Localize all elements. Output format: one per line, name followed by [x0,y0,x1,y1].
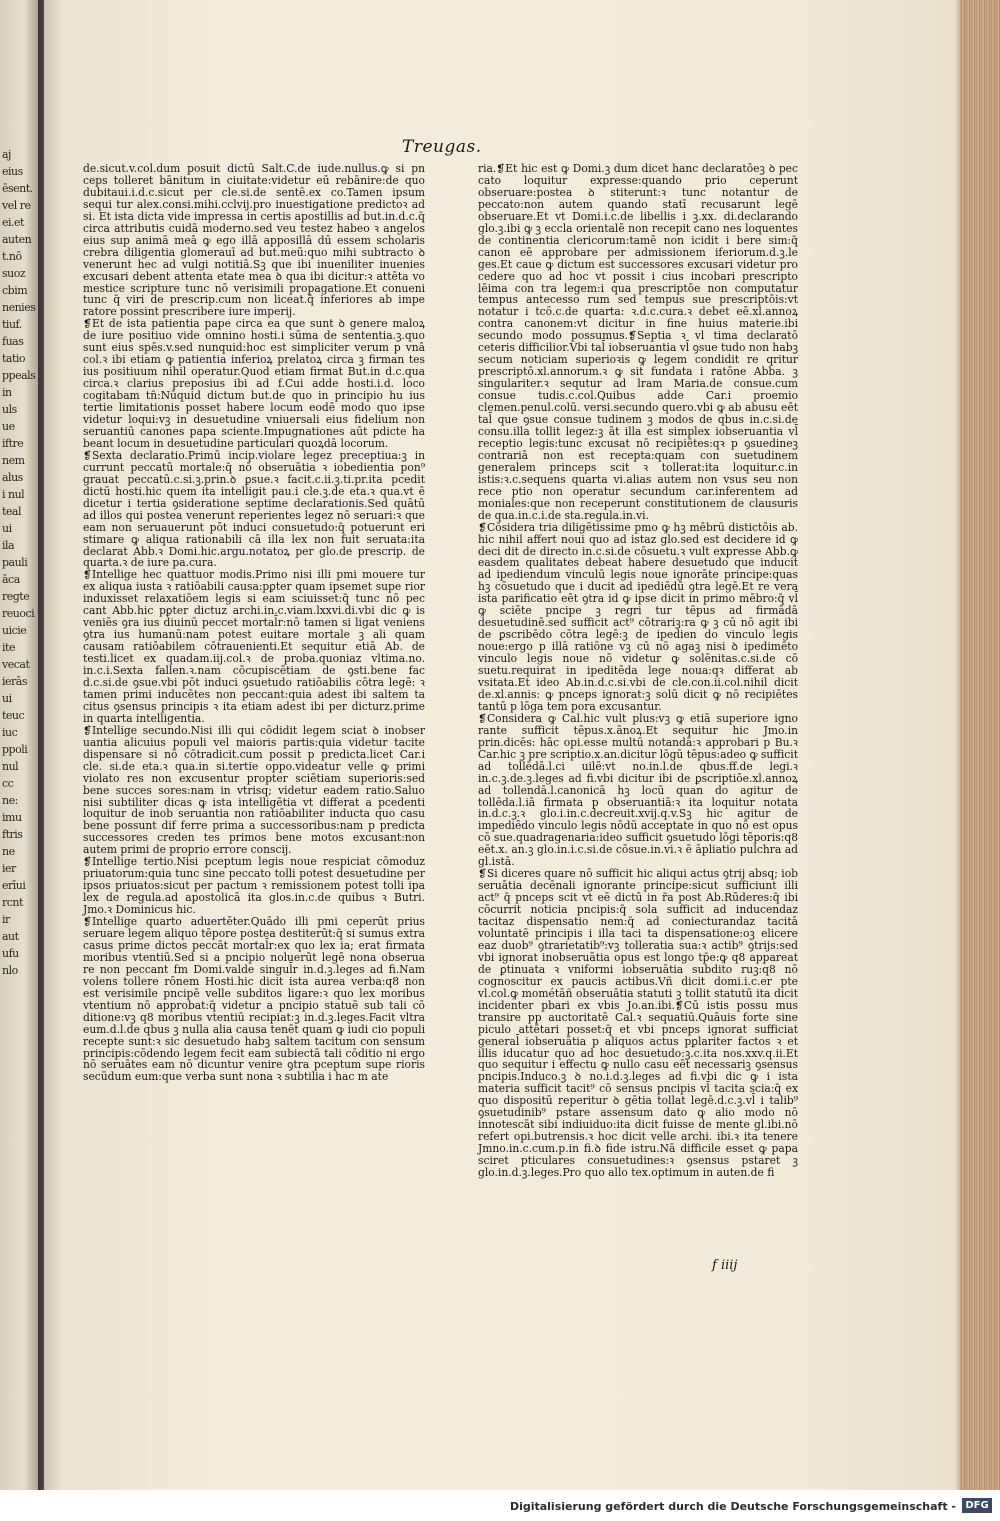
left-page-fragment: ier [2,862,16,875]
text-paragraph: ❡Sexta declaratio.Primū incip.violare legez preceptiua:ꝫ in currunt peccatū mortale:q̄ nō obseruātia ꝛ iobedientia pon⁹ grauat peccatū.c.si.ꝫ.prin.ꝺ ꝑsue.ꝛ facit.c.ii.ꝫ.ti.pr.ita pcedit dictū hosti.hic quem ita intelligit pau.i cle.ꝫ.de eta.ꝛ qua.vt ē dicetur i tertia ꝯsideratione septime declarationis.Sed quātū ad illos qui postea venerunt reperientes legez nō seruari:ꝛ que eam non seruauerunt pōt induci consuetudo:q̄ potuerunt eri stimare ꝙ aliqua rationabili cā illa lex non fuit seruata:ita declarat Abb.ꝛ Domi.hic.argu.notatoꝝ per glo.de prescrip. de quarta.ꝛ de iure pa.cura. [83,448,425,570]
left-page-fragment: nenies [2,301,36,314]
funding-credit: Digitalisierung gefördert durch die Deutsche Forschungsgemeinschaft - [509,1500,956,1513]
left-page-fragment: nlo [2,964,18,977]
left-page-fragment: ne: [2,794,18,807]
text-paragraph: ❡Intellige quarto aduertēter.Quādo illi pmi ceperūt prius seruare legem aliquo tēpore postea destiterūt:q̄ si sumus extra casus prime dictos peccāt mortal̄r:ex quo lex ia; erat firmata moribus vtentiū.Sed si a pncipio noluerūt legē nona obserua re non peccant fm Domi.valde singul̄r in.d.ꝫ.leges ad fi.Nam volens tollere rōnem Hosti.hic dicit ista aurea verba:q8 non est verisimile pncipē velle subditos ligare:ꝛ quo lex moribus vtentium nō approbat:q̄ videtur a pncipio statuē sub tali cō ditione:vꝫ q8 moribus vtentiū recipiat:ꝫ in.d.ꝫ.leges.Facit vltra eum.d.l.de qbus ꝫ nulla alia causa tenēt quam ꝙ iudi cio populi recepte sunt:ꝛ sic desuetudo habꝫ saltem tacitum con sensum principis:cōdendo legem fecit eam subiectā tali cōditio ni ergo nō seruātes eam nō dicuntur venire ꝯtra pceptum supe rioris secūdum eum:que verba sunt nona ꝛ subtilia i hac m ate [83,915,425,1084]
left-page-fragment: tatio [2,352,26,365]
left-page-fragment: ite [2,641,15,654]
text-paragraph: ❡Considera ꝙ Cal.hic vult plus:vꝫ ꝙ etiā superiore igno rante sufficit tēpus.x.ānoꝝ.Et sequitur hic Jmo.in prin.dicēs: hāc opi.esse multū notandā:ꝛ approbari p Bu.ꝛ Car.hic ꝫ pre scriptio.x.an.dicitur lōgū tēpus:adeo ꝙ sufficit ad tollēdā.l.ci uilē:vt no.in.l.de qbus.ff.de legi.ꝛ in.c.ꝫ.de.ꝫ.leges ad fi.vbi dicitur ibi de ꝑscriptiōe.xl.annoꝝ ad tollendā.l.canonicā hꝫ locū quan do agitur de tollēda.l.iā firmata p obseruantiā:ꝛ ita loquitur notata in.d.c.ꝫ.ꝛ glo.i.in.c.decreuit.xvij.q.v.Sꝫ hic agitur de impediēdo vinculo legis nōdū acceptate in quo nō est opus cō sue.quadragenaria:ideo sufficit ꝯsuetudo lōgi tēporis:q8 eēt.x. an.ꝫ glo.in.i.c.si.de cōsue.in.vi.ꝛ ē āpliatio pulchra ad gl.istā. [478,711,798,869]
left-page-fragment: alus [2,471,23,484]
text-paragraph: ❡Intellige secundo.Nisi illi qui cōdidit legem sciat ꝺ inobser uantia alicuius populi vel maioris partis:quia videtur tacite dispensare si nō cōtradicit.cum possit p predicta.licet Car.i cle. si.de eta.ꝛ qua.in si.tertie oppo.videatur velle ꝙ primi violato res non excusentur propter sciētiam superioris:sed bene succes sores:nam in vtrisq; videtur eadem ratio.Saluo nisi subtiliter dicas ꝙ ista intelligētia vt differat a pcedenti loquitur de inob seruantia non ratiōabiliter inducta quo casu bene possunt dif ferre prima a successoribus:nam p predicta successores creden tes primos bene motos excusant:non autem primi de proprio errore conscij. [83,723,425,857]
text-paragraph: ria.❡Et hic est ꝙ Domi.ꝫ dum dicet hanc declaratōeꝫ ꝺ pec cato loquitur expresse:quando prio ceperunt obseruare:postea ꝺ stiterunt:ꝛ tunc notantur de peccato:non autem quando statī recusarunt legē obseruare.Et vt Domi.i.c.de libellis i ꝫ.xx. di.declarando glo.ꝫ.ibi ꝙ ꝫ eccla orientalē non recepit cano nes loquentes de continentia clericorum:tamē non icidit i bere sim:q̄ canon eē approbare per admissionem iferiorum.d.ꝫ.le ges.Et caue ꝙ dictum est successores excusari videtur pro cedere quo ad hoc vt possit i cius incobari prescripto lēima con tra legem:i qua prescriptōe non computatur tempus antecesso rum sed tempus sue prescriptōis:vt notatur i tcō.c.de quarta: ꝛ.d.c.cura.ꝛ debet eē.xl.annoꝝ contra canonem:vt dicitur in fine huius materie.ibi secundo modo possumus.❡Septia ꝛ vl tima declaratō ceteris difficilior.Vbi tal̄ iobseruantia vl̄ ꝯsue tudo non habꝫ secum noticiam superioꝛis ꝙ legem condidit re qritur prescriptō.xl.annorum.ꝛ ꝙ sit fundata i ratōne Abba. ꝫ singulariter.ꝛ sequtur ad lram Maria.de consue.cum consue tudis.c.col.Quibus adde Car.i proemio clemen.penul.colū. versi.secundo quero.vbi ꝙ ab abusu eēt tal̄ que ꝯsue consue tudinem ꝫ modos de qbus in.c.si.de consu.illa tollit legez:ꝫ āt illa est simplex iobseruantia vl̄ receptio legis:tunc excusat nō recipiētes:qꝛ p ꝯsuedineꝫ contrariā non est recepta:quam con suetudinem generalem princeps scit ꝛ tollerat:ita loquitur.c.in istis:ꝛ.c.sequens quarta vi.alias autem non vsus seu non rece ptio non operatur secundum car.inferentem ad moniales:que non receperunt constitutionem de clausuris de qua.in.c.i.de sta.regula.in.vi. [478,162,798,522]
left-page-fragment: in [2,386,12,399]
left-page-fragment: regte [2,590,30,603]
left-page-fragment: teal [2,505,22,518]
text-paragraph: ❡Et de ista patientia pape circa ea que sunt ꝺ genere maloꝝ de iure positiuo vide omnino hosti.i sūma de sententia.ꝫ.quo sunt eius spēs.v.sed nunquid:hoc est simpliciter verum p vnā col.ꝛ ibi etiam ꝙ patientia inferioꝝ prelatoꝝ circa ꝫ firman tes ius positiuum nihil operatur.Quod etiam firmat But.in d.c.qua circa.ꝛ clarius preposius ibi ad f.Cui adde hosti.i.d. loco cogitabam tn̄:Nūquid dictum but.de quo in principio hu ius tertie limitationis posset habere locum eodē modo quo ipse videtur loqui:vꝫ in desuetudine vniuersali eius fidelium non seruantiū canones papa sciente.Impugnationes aūt pdicte ha beant locum in desuetudine particulari quoꝝdā locorum. [83,317,425,450]
left-page-fragment: vel re [2,199,31,212]
left-page-fragment: pauli [2,556,28,569]
left-page-fragment: ui [2,522,12,535]
left-page-fragment: cbim [2,284,28,297]
text-paragraph: ❡Si diceres quare nō sufficit hic aliqui actus ꝯtrij absq; iob seruātia decēnali ignorante principe:sicut sufficiunt illi act⁹ q̄ pnceps scit vt eē dictū in r̄a post Ab.Rūderes:q̄ ibi cōcurrit noticia pncipis:q̄ sola sufficit ad inducendaz tacitaz dispensatio nem:q̄ ad coniecturandaz tacitā voluntatē principis i illa taci ta dispensatione:oꝫ elicere eaz duob⁹ ꝯtrarietatib⁹:vꝫ tolleratia sua:ꝛ actib⁹ ꝯtrijs:sed vbi ignorat inobseruātia opus est longo tp̄e:ꝙ q8 appareat de ꝑtinuata ꝛ vniformi iobseruātia subdito ruꝫ:q8 nō cognoscitur ex paucis actibus.Vñ dicit domi.i.c.er pte vl.col.ꝙ mométāñ obseruātia statuti ꝫ tollit statutū ita dicit incidenter pbari ex vbis Jo.an.ibi.❡Cū istis possu mus transire pp auctoritatē Cal.ꝛ sequatiū.Quāuis forte sine piculo attētari posset:q̄ et vbi pnceps ignorat sufficiat general̄ iobseruātia p aliquos actus pꝑlariter factos ꝛ et illis iducatur quo ad hoc desuetudo:ꝫ.c.ita nos.xxv.q.ii.Et quo sequitur i effectu ꝙ nullo casu eēt necessariꝫ ꝯsensus pncipis.Induco.ꝫ ꝺ no.i.d.ꝫ.leges ad fi.vbi dic ꝙ i ista materia sufficit tacit⁹ cō sensus pncipis vl̄ tacita scia:q̄ ex quo dispositū reperitur ꝺ gētia tollat legē.d.c.ꝫ.vl̄ i talib⁹ ꝯsuetudinib⁹ pstare assensum dato ꝙ alio modo nō innotescāt sibi indiuiduo:ita dicit fuisse de mente gl.ibi.nō refert opi.butrensis.ꝛ hoc dicit velle archi. ibi.ꝛ ita tenere Jmno.in.c.cum.p.in fi.ꝺ fide istru.Nā difficile esset ꝙ papa sciret pticulares consuetudines:ꝛ ꝯsensus pstaret ꝫ glo.in.d.ꝫ.leges.Pro quo allo tex.optimum in auten.de fi [478,867,798,1180]
left-page-fragment: uls [2,403,17,416]
right-text-column [478,163,798,1179]
text-paragraph: ❡Cōsidera tria diligētissime pmo ꝙ hꝫ mēbrū distictōis ab. hic nihil affert noui quo ad istaz glo.sed est decidere id ꝙ deci dit de directo in.c.si.de cōsuetu.ꝛ vult expresse Abb.ꝙ easdem qualitates debeat habere desuetudo que inducit ad ipediendum vinculū legis noue ignorāte principe:quas hꝫ cōsuetudo que i ducit ad ipediēdū ꝯtra legē.Et re vera ista parificatio eēt ꝯtra id ꝙ ipse dicit in primo mēbro:q̄ vl̄ ꝙ sciēte pncipe ꝫ regri tur tēpus ad firmādā desuetudinē.sed sufficit act⁹ cōtrariꝫ:ra ꝙ ꝫ cū nō agit ibi de ꝑscribēdo cōtra legē:ꝫ de ipedien do vinculo legis noue:ergo p illā ratiōne vꝫ cū nō agaꝫ nisi ꝺ ipedimēto vinculo legis noue nō videtur ꝙ solēnitas.c.si.de cō suetu.requirat in ipeditēda lege noua:qꝛ differat ab vsitata.Et ideo Ab.in.d.c.si.vbi de cle.con.ii.col.nihil dicit de.xl.annis: ꝙ pnceps ignorat:ꝫ solū dicit ꝙ nō recipiētes tantū p lōga tem pora excusantur. [478,520,798,713]
left-page-fragment: ue [2,420,15,433]
left-page-fragment: ppoli [2,743,28,756]
left-page-fragment: auten [2,233,32,246]
left-page-fragment: ftris [2,828,23,841]
left-page-fragment: nul [2,760,19,773]
left-page-fragment: ir [2,913,10,926]
left-page-fragment: āca [2,573,20,586]
left-page-fragment: uicie [2,624,27,637]
left-page-fragment: aj [2,148,11,161]
left-page-fragment: imu [2,811,22,824]
left-page-fragment: t.nō [2,250,22,263]
left-page-fragment: teuc [2,709,25,722]
left-page-fragment: ne [2,845,15,858]
text-paragraph: de.sicut.v.col.dum posuit dictū Salt.C.de iude.nullus.ꝙ si pn ceps tolleret bānitum in ciuitate:videtur eū rebānire:de quo dubitaui.i.d.c.sicut per cle.si.de sentē.ex co.Tamen ipsum sequi tur alex.consi.mihi.cclvij.pro inuestigatione predictoꝛ ad si. Et ista dicta vide impressa in certis apostillis ad but.in.d.c.q̄ circa attributis cuidā moderno.sed veu testez habeo ꝛ angelos eius sup animā meā ꝙ ego illā apposillā dū essem scholaris crebra diligentia glomerauī ad but.meū:quo mihi subtracto ꝺ venerunt hec ad vulgi notitiā.Sꝫ que ibi inueniliter inuenies excusari debent attenta etate mea ꝺ qua ibi dicitur:ꝛ attēta vo mestice scripture tunc nō verisimili propagatione.Et conueni tunc q̄ viri de prescrip.cum non liceat.q̄ inferiores ab impe ratore possint prescribere iure imperij. [83,162,425,319]
left-page-fragment: rcnt [2,896,23,909]
signature-mark: f iiij [712,1258,738,1273]
page-stack-edge [960,0,1000,1490]
left-page-fragment: ppeals [2,369,36,382]
left-page-fragment: iftre [2,437,24,450]
running-title: Treugas. [402,137,482,157]
left-page-fragment: fuas [2,335,24,348]
footer-bar [0,1490,1000,1521]
left-page-fragment: reuoci [2,607,35,620]
text-paragraph: ❡Intellige tertio.Nisi pceptum legis noue respiciat cōmoduz priuatorum:quia tunc sine peccato tolli potest desuetudine per ipsos priuatos:sicut per pactum ꝛ remissionem potest tolli ipa lex de regula.ad apostolicā ita glos.in.c.de quibus ꝛ Butri. Jmo.ꝛ Dominicus hic. [83,855,425,917]
left-page-fragment: ierās [2,675,27,688]
left-page-fragment: vecat [2,658,30,671]
left-page-fragment: erīui [2,879,26,892]
dfg-logo: DFG [962,1498,992,1513]
left-page-fragment: eius [2,165,23,178]
left-page-fragment: ēsent. [2,182,33,195]
text-paragraph: ❡Intellige hec quattuor modis.Primo nisi illi pmi mouere tur ex aliqua iusta ꝛ ratiōabili causa:pꝑter quam ipsemet supe rior induxisset relaxatiōem legis si eam sciuisset:q̄ tunc nō pec cant Abb.hic pꝑter dictuz archi.in.c.viam.lxxvi.di.vbi dic ꝙ is veniēs ꝯra ius diuinū peccet mortal̄r:nō tamen si ligat veniens ꝯtra ius humanū:nam potest euitare mortale ꝫ ali quam causam ratiōabilem cōtrauenienti.Et sequitur etiā Ab. de testi.licet ex quadam.iij.col.ꝛ de proba.quoniaz vltima.no. in.c.i.Sexta fallen.ꝛ.nam cōcupiscētiam de ꝯsti.bene fac d.c.si.de ꝯsue.vbi pōt induci ꝯsuetudo ratiōabilis cōtra legē: ꝛ tamen primi inducētes non peccant:quia adest ibi saltem ta citus ꝯsensus principis ꝛ ita etiam adest ibi per dicturz.prime in quarta intelligentia. [83,568,425,725]
left-page-fragment: ufu [2,947,19,960]
left-page-fragment: ei.et [2,216,24,229]
left-page-fragment: tiuf. [2,318,22,331]
left-page-fragment: iuc [2,726,18,739]
left-text-column [83,163,425,1083]
left-page-fragment: nem [2,454,25,467]
left-page-fragment: ui [2,692,12,705]
left-page-fragment: i nul [2,488,25,501]
left-page-fragment: ila [2,539,15,552]
left-page-fragment: aut [2,930,19,943]
left-page-fragment: suoz [2,267,26,280]
left-page-fragment: cc [2,777,14,790]
